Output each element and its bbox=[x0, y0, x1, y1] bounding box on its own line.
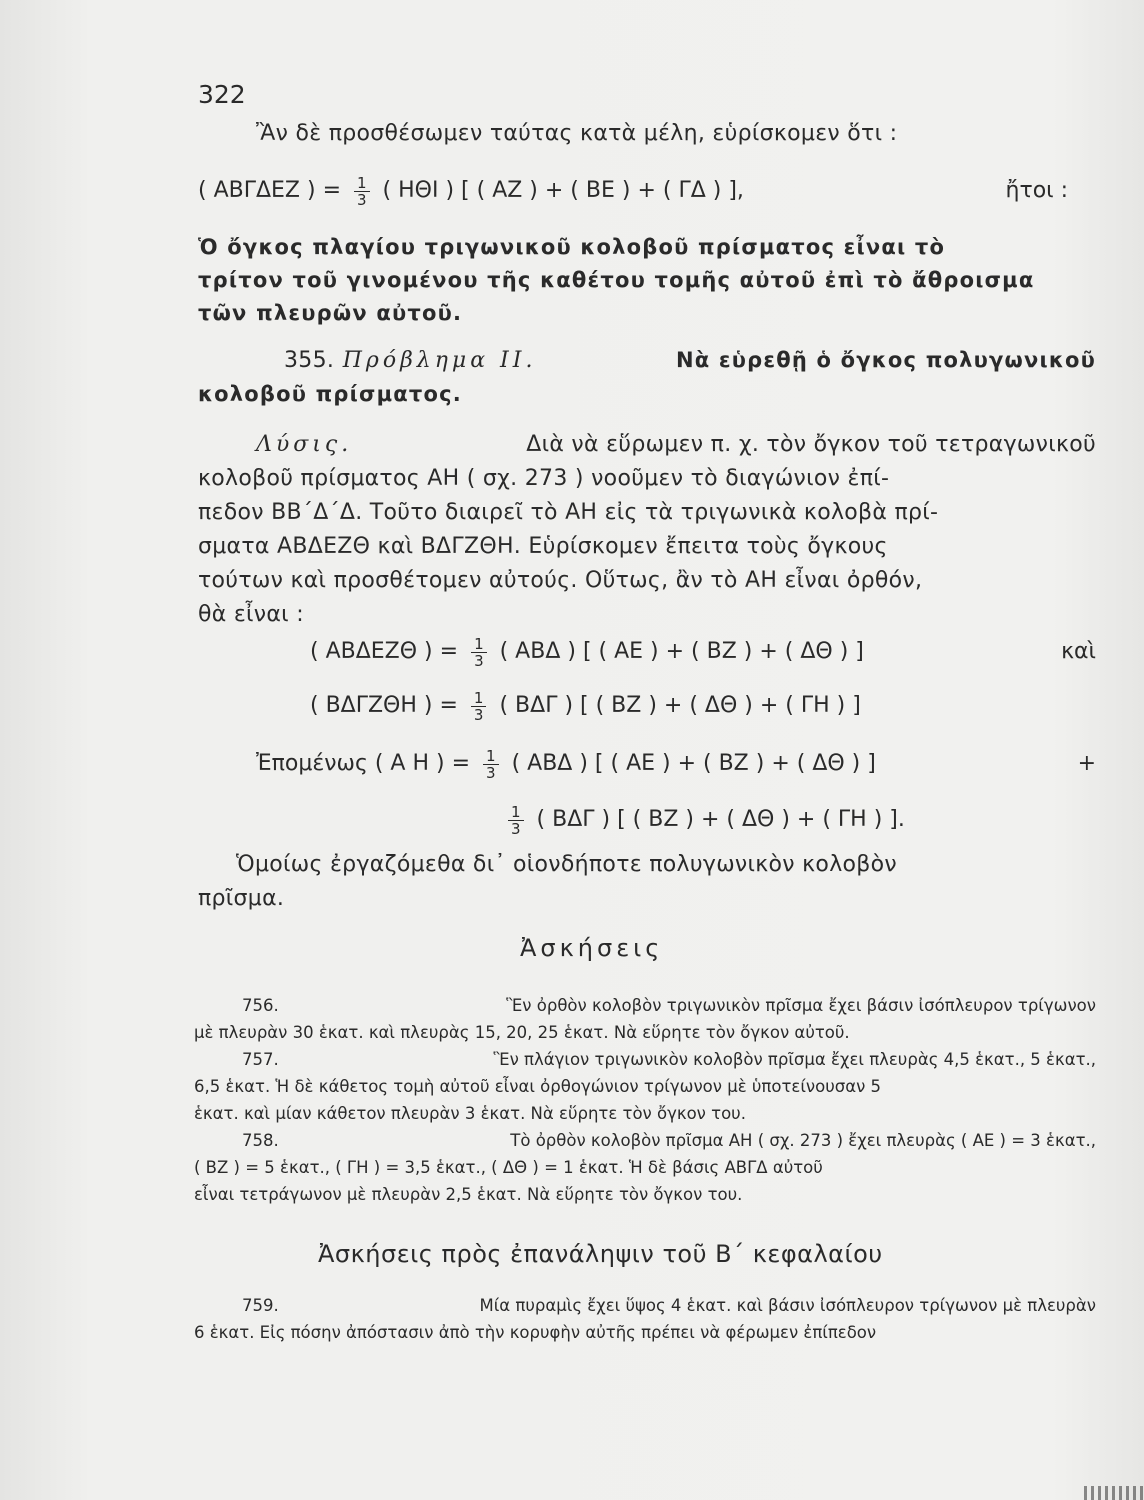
exercise-line: Ἓν ὀρθὸν κολοβὸν τριγωνικὸν πρῖσμα ἔχει βάσιν ἰσόπλευρον τρίγωνον bbox=[506, 996, 1096, 1015]
exercises-heading: Ἀσκήσεις bbox=[520, 934, 664, 962]
exercise-number: 759. bbox=[242, 1296, 279, 1315]
intro-text: Ἂν δὲ προσθέσωμεν ταύτας κατὰ μέλη, εὑρίσκομεν ὅτι : bbox=[256, 121, 898, 146]
exercise-759 bbox=[194, 1292, 1096, 1346]
solution-line: σματα ΑΒΔΕΖΘ καὶ ΒΔΓΖΘΗ. Εὑρίσκομεν ἔπειτα τοὺς ὄγκους bbox=[198, 534, 888, 559]
formula-3-lhs: ( ΒΔΓΖΘΗ ) = bbox=[310, 693, 458, 718]
scan-edge-artifact bbox=[1084, 1486, 1144, 1500]
fraction-one-third: $\frac{1}{3}$ bbox=[508, 804, 524, 837]
similarly-line: πρῖσμα. bbox=[198, 886, 285, 911]
exercise-line: εἶναι τετράγωνον μὲ πλευρὰν 2,5 ἑκατ. Νὰ εὕρητε τὸν ὄγκον του. bbox=[194, 1185, 743, 1204]
exercise-line: 6 ἑκατ. Εἰς πόσην ἀπόστασιν ἀπὸ τὴν κορυφὴν αὐτῆς πρέπει νὰ φέρωμεν ἐπίπεδον bbox=[194, 1323, 877, 1342]
formula-2-tail: καὶ bbox=[1061, 639, 1096, 664]
fraction-one-third: $\frac{1}{3}$ bbox=[471, 636, 487, 669]
exercise-line: Μία πυραμὶς ἔχει ὕψος 4 ἑκατ. καὶ βάσιν ἰσόπλευρον τρίγωνον μὲ πλευρὰν bbox=[479, 1296, 1096, 1315]
exercise-number: 757. bbox=[242, 1050, 279, 1069]
exercise-number: 758. bbox=[242, 1131, 279, 1150]
exercise-757 bbox=[194, 1046, 1096, 1127]
formula-1 bbox=[198, 169, 1096, 213]
similarly-block bbox=[198, 848, 1096, 916]
solution-block bbox=[198, 428, 1096, 632]
formula-4 bbox=[198, 742, 1096, 786]
fraction-one-third: $\frac{1}{3}$ bbox=[471, 690, 487, 723]
problem-number: 355. bbox=[284, 348, 335, 373]
formula-4-lhs: Ἐπομένως ( Α Η ) = bbox=[256, 751, 471, 776]
intro-line-block bbox=[198, 117, 1096, 151]
fraction-denominator: 3 bbox=[357, 190, 367, 209]
solution-label: Λύσις. bbox=[256, 432, 353, 457]
formula-2-rhs: ( ΑΒΔ ) [ ( ΑΕ ) + ( ΒΖ ) + ( ΔΘ ) ] bbox=[499, 639, 864, 664]
formula-1-tail: ἤτοι : bbox=[1005, 178, 1068, 203]
problem-block bbox=[198, 344, 1096, 411]
exercise-line: ἑκατ. καὶ μίαν κάθετον πλευρὰν 3 ἑκατ. Νὰ εὕρητε τὸν ὄγκον του. bbox=[194, 1104, 746, 1123]
solution-line: θὰ εἶναι : bbox=[198, 602, 304, 627]
fraction-numerator: 1 bbox=[354, 175, 370, 192]
solution-first-line: Διὰ νὰ εὕρωμεν π. χ. τὸν ὄγκον τοῦ τετραγωνικοῦ bbox=[526, 432, 1096, 457]
formula-5 bbox=[198, 798, 1096, 842]
theorem-line: τρίτον τοῦ γινομένου τῆς καθέτου τομῆς αὐτοῦ ἐπὶ τὸ ἄθροισμα bbox=[198, 268, 1035, 292]
formula-3 bbox=[198, 684, 1096, 728]
problem-title-line2: κολοβοῦ πρίσματος. bbox=[198, 382, 462, 406]
solution-line: πεδον ΒΒ΄Δ΄Δ. Τοῦτο διαιρεῖ τὸ ΑΗ εἰς τὰ τριγωνικὰ κολοβὰ πρί- bbox=[198, 500, 939, 525]
formula-3-rhs: ( ΒΔΓ ) [ ( ΒΖ ) + ( ΔΘ ) + ( ΓΗ ) ] bbox=[499, 693, 861, 718]
theorem-line: Ὁ ὄγκος πλαγίου τριγωνικοῦ κολοβοῦ πρίσματος εἶναι τὸ bbox=[198, 235, 946, 259]
formula-2 bbox=[198, 630, 1096, 674]
problem-title-line1: Νὰ εὑρεθῇ ὁ ὄγκος πολυγωνικοῦ bbox=[675, 348, 1096, 372]
similarly-line: Ὁμοίως ἐργαζόμεθα δι᾽ οἱονδήποτε πολυγωνικὸν κολοβὸν bbox=[236, 852, 897, 877]
exercise-line: 6,5 ἑκατ. Ἡ δὲ κάθετος τομὴ αὐτοῦ εἶναι ὀρθογώνιον τρίγωνον μὲ ὑποτείνουσαν 5 bbox=[194, 1077, 882, 1096]
page-number: 322 bbox=[198, 80, 246, 109]
formula-4-rhs: ( ΑΒΔ ) [ ( ΑΕ ) + ( ΒΖ ) + ( ΔΘ ) ] bbox=[511, 751, 876, 776]
exercise-758 bbox=[194, 1127, 1096, 1208]
solution-line: τούτων καὶ προσθέτομεν αὐτούς. Οὕτως, ἂν τὸ ΑΗ εἶναι ὀρθόν, bbox=[198, 568, 923, 593]
exercise-line: Τὸ ὀρθὸν κολοβὸν πρῖσμα ΑΗ ( σχ. 273 ) ἔχει πλευρὰς ( ΑΕ ) = 3 ἑκατ., bbox=[510, 1131, 1096, 1150]
exercise-line: ( ΒΖ ) = 5 ἑκατ., ( ΓΗ ) = 3,5 ἑκατ., ( ΔΘ ) = 1 ἑκατ. Ἡ δὲ βάσις ΑΒΓΔ αὐτοῦ bbox=[194, 1158, 823, 1177]
formula-1-rhs: ( ΗΘΙ ) [ ( ΑΖ ) + ( ΒΕ ) + ( ΓΔ ) ], bbox=[382, 178, 744, 203]
exercise-756 bbox=[194, 992, 1096, 1046]
theorem-block bbox=[198, 231, 1096, 330]
fraction-one-third bbox=[354, 175, 370, 208]
problem-label: Πρόβλημα II. bbox=[342, 348, 537, 373]
formula-2-lhs: ( ΑΒΔΕΖΘ ) = bbox=[310, 639, 459, 664]
formula-5-rhs: ( ΒΔΓ ) [ ( ΒΖ ) + ( ΔΘ ) + ( ΓΗ ) ]. bbox=[536, 807, 905, 832]
intro-line bbox=[198, 117, 1096, 151]
formula-4-tail: + bbox=[1077, 751, 1096, 776]
formula-1-lhs: ( ΑΒΓΔΕΖ ) = bbox=[198, 178, 341, 203]
review-heading: Ἀσκήσεις πρὸς ἐπανάληψιν τοῦ Β΄ κεφαλαίου bbox=[318, 1240, 883, 1268]
exercise-line: Ἓν πλάγιον τριγωνικὸν κολοβὸν πρῖσμα ἔχει πλευρὰς 4,5 ἑκατ., 5 ἑκατ., bbox=[493, 1050, 1096, 1069]
theorem-line: τῶν πλευρῶν αὐτοῦ. bbox=[198, 301, 463, 325]
solution-line: κολοβοῦ πρίσματος ΑΗ ( σχ. 273 ) νοοῦμεν τὸ διαγώνιον ἐπί- bbox=[198, 466, 890, 491]
fraction-one-third: $\frac{1}{3}$ bbox=[483, 748, 499, 781]
exercise-line: μὲ πλευρὰν 30 ἑκατ. καὶ πλευρὰς 15, 20, 25 ἑκατ. Νὰ εὕρητε τὸν ὄγκον αὐτοῦ. bbox=[194, 1023, 850, 1042]
exercises-list bbox=[194, 992, 1096, 1208]
exercise-number: 756. bbox=[242, 996, 279, 1015]
